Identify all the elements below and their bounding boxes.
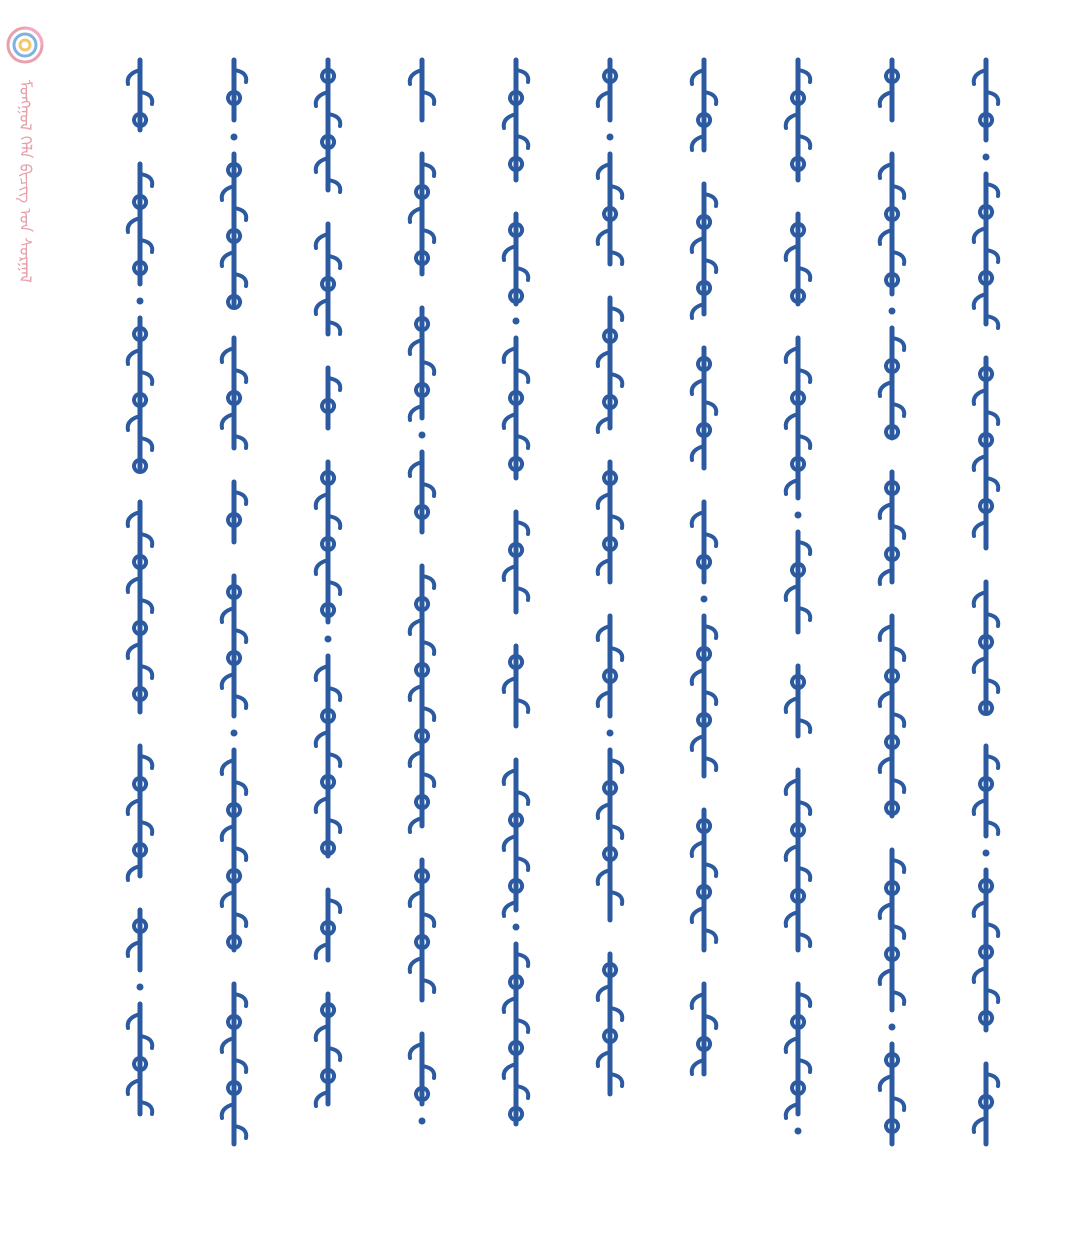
mongolian-word xyxy=(410,452,435,532)
mongolian-word xyxy=(504,512,529,612)
punctuation-mark xyxy=(607,134,614,141)
mongolian-word xyxy=(222,576,247,716)
text-column-glyphs xyxy=(494,56,538,1196)
punctuation-mark xyxy=(983,154,990,161)
mongolian-word xyxy=(880,60,898,120)
punctuation-mark xyxy=(889,308,896,315)
mongolian-word xyxy=(692,348,717,468)
punctuation-mark xyxy=(513,924,520,931)
mongolian-word xyxy=(504,60,529,180)
mongolian-word xyxy=(974,174,999,328)
mongolian-word xyxy=(322,368,340,428)
mongolian-word xyxy=(692,184,717,318)
watermark xyxy=(6,26,44,426)
punctuation-mark xyxy=(231,134,238,141)
mongolian-word xyxy=(128,1004,153,1114)
text-column xyxy=(400,56,444,1196)
mongolian-word xyxy=(504,944,529,1124)
mongolian-word xyxy=(692,810,717,950)
text-column-glyphs xyxy=(400,56,444,1196)
punctuation-mark xyxy=(231,730,238,737)
mongolian-word xyxy=(410,566,435,832)
mongolian-word xyxy=(598,954,623,1094)
mongolian-word xyxy=(316,890,341,960)
mongolian-word xyxy=(880,850,905,1010)
punctuation-mark xyxy=(137,984,144,991)
mongolian-text-block xyxy=(118,56,998,1196)
mongolian-word xyxy=(128,164,153,284)
punctuation-mark xyxy=(701,596,708,603)
mongolian-word xyxy=(974,358,999,548)
mongolian-word xyxy=(692,616,717,776)
mongolian-word xyxy=(786,338,811,498)
mongolian-word xyxy=(786,770,811,950)
mongolian-word xyxy=(692,984,717,1074)
mongolian-word xyxy=(316,224,341,334)
text-column xyxy=(494,56,538,1196)
mongolian-word xyxy=(974,60,999,140)
punctuation-mark xyxy=(889,1024,896,1031)
text-column xyxy=(212,56,256,1196)
punctuation-mark xyxy=(513,318,520,325)
mongolian-word xyxy=(316,60,341,192)
mongolian-word xyxy=(974,870,999,1030)
mongolian-word xyxy=(228,60,246,120)
mongolian-word xyxy=(786,666,811,736)
mongolian-word xyxy=(692,60,717,150)
text-column-glyphs xyxy=(964,56,1008,1196)
punctuation-mark xyxy=(137,298,144,305)
mongolian-word xyxy=(974,1064,999,1144)
text-column-glyphs xyxy=(776,56,820,1196)
text-column xyxy=(588,56,632,1196)
mongolian-word xyxy=(504,760,529,916)
mongolian-word xyxy=(128,60,153,130)
mongolian-word xyxy=(228,482,246,542)
mongolian-word xyxy=(598,60,616,120)
punctuation-mark xyxy=(419,432,426,439)
mongolian-word xyxy=(786,214,811,304)
mongolian-word xyxy=(504,338,529,478)
mongolian-word xyxy=(316,656,341,856)
mongolian-word xyxy=(128,746,153,880)
mongolian-word xyxy=(128,502,153,712)
text-column xyxy=(306,56,350,1196)
mongolian-word xyxy=(316,994,341,1106)
mongolian-word xyxy=(504,214,529,304)
text-column-glyphs xyxy=(870,56,914,1196)
mongolian-word xyxy=(598,462,623,582)
mongolian-word xyxy=(410,860,435,1000)
punctuation-mark xyxy=(325,636,332,643)
mongolian-word xyxy=(410,1034,435,1104)
text-column-glyphs xyxy=(588,56,632,1196)
mongolian-word xyxy=(128,318,153,472)
mongolian-word xyxy=(222,750,247,950)
mongolian-word xyxy=(786,532,811,632)
mongolian-word xyxy=(128,910,146,970)
mongolian-word xyxy=(222,154,247,308)
mongolian-word xyxy=(974,582,999,714)
mongolian-word xyxy=(222,984,247,1144)
mongolian-word xyxy=(504,646,529,726)
mongolian-word xyxy=(598,616,623,716)
mongolian-word xyxy=(598,298,623,432)
mongolian-word xyxy=(974,746,999,836)
text-column-glyphs xyxy=(682,56,726,1196)
punctuation-mark xyxy=(983,850,990,857)
text-column xyxy=(870,56,914,1196)
mongolian-word xyxy=(786,984,811,1118)
text-column xyxy=(682,56,726,1196)
text-column-glyphs xyxy=(306,56,350,1196)
mongolian-word xyxy=(880,154,905,294)
mongolian-word xyxy=(880,472,905,584)
mongolian-word xyxy=(880,616,905,816)
mongolian-word xyxy=(316,462,341,622)
mongolian-word xyxy=(692,502,717,582)
mongolian-word xyxy=(598,750,623,920)
brand-text: ᠮᠣᠩᠭᠣᠯ ᠬᠡᠯᠡ ᠪᠢᠴᠢᠭ ᠤᠨ ᠰᠤᠷᠭᠠᠯ xyxy=(16,80,35,283)
mongolian-word xyxy=(786,60,811,180)
text-column xyxy=(118,56,162,1196)
text-column xyxy=(964,56,1008,1196)
mongolian-word xyxy=(410,308,435,420)
text-column-glyphs xyxy=(118,56,162,1196)
mongolian-word xyxy=(222,338,247,448)
mongolian-word xyxy=(410,154,435,274)
mongolian-word xyxy=(598,154,623,264)
punctuation-mark xyxy=(795,512,802,519)
punctuation-mark xyxy=(607,730,614,737)
mongolian-word xyxy=(880,1044,905,1144)
punctuation-mark xyxy=(419,1118,426,1125)
text-column xyxy=(776,56,820,1196)
punctuation-mark xyxy=(795,1128,802,1135)
spiral-logo-icon xyxy=(6,26,44,64)
mongolian-word xyxy=(880,328,905,438)
mongolian-word xyxy=(410,60,435,120)
text-column-glyphs xyxy=(212,56,256,1196)
